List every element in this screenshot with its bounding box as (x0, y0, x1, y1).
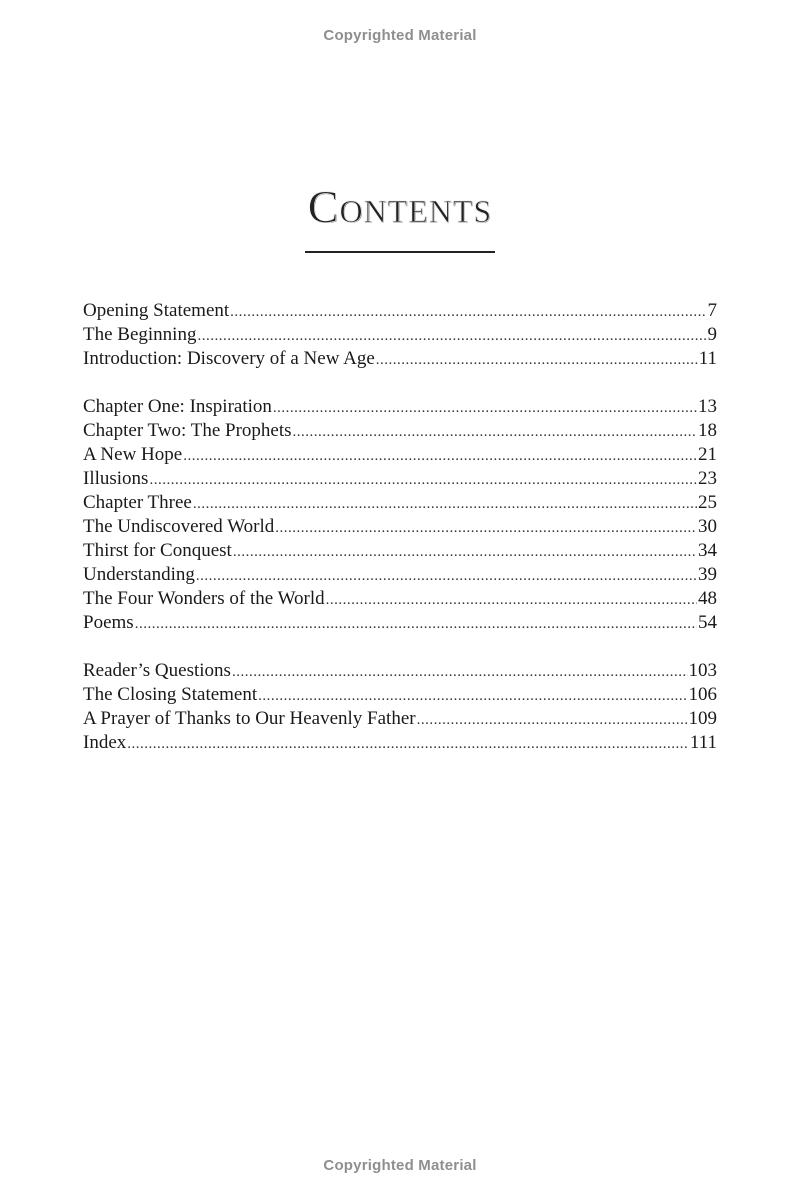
toc-entry[interactable] (83, 731, 717, 755)
page-title: Contents (307, 181, 493, 232)
toc-entry-page: 109 (688, 708, 717, 729)
toc-entry[interactable] (83, 443, 717, 467)
toc-entry-title: The Four Wonders of the World (83, 588, 325, 609)
toc-entry-page: 11 (698, 348, 717, 369)
dot-leader (376, 348, 698, 371)
toc-entry-title: A New Hope (83, 444, 183, 465)
toc-entry-page: 111 (689, 732, 717, 753)
toc-entry-title: Poems (83, 612, 134, 633)
toc-entry-title: Chapter Three (83, 492, 192, 513)
copyright-watermark-bottom: Copyrighted Material (323, 1157, 477, 1174)
dot-leader (293, 420, 697, 443)
toc-entry[interactable] (83, 299, 717, 323)
toc-entry-page: 48 (698, 588, 717, 609)
toc-entry[interactable] (83, 347, 717, 371)
toc-entry[interactable] (83, 419, 717, 443)
toc-entry-page: 23 (698, 468, 717, 489)
toc-group-back-matter (83, 659, 717, 755)
toc-entry-page: 21 (698, 444, 717, 465)
toc-entry-page: 13 (698, 396, 717, 417)
dot-leader (135, 612, 697, 635)
toc-entry[interactable] (83, 323, 717, 347)
toc-entry-page: 25 (698, 492, 717, 513)
toc-entry-title: The Undiscovered World (83, 516, 275, 537)
toc-entry-title: Understanding (83, 564, 195, 585)
toc-entry[interactable] (83, 491, 717, 515)
table-of-contents (83, 299, 717, 755)
toc-entry-title: A Prayer of Thanks to Our Heavenly Father (83, 708, 416, 729)
title-underline (305, 251, 495, 253)
toc-entry[interactable] (83, 515, 717, 539)
toc-entry[interactable] (83, 707, 717, 731)
dot-leader (230, 300, 706, 323)
toc-entry-title: Introduction: Discovery of a New Age (83, 348, 375, 369)
dot-leader (232, 660, 688, 683)
toc-entry[interactable] (83, 587, 717, 611)
dot-leader (127, 732, 689, 755)
dot-leader (326, 588, 697, 611)
dot-leader (196, 564, 697, 587)
toc-group-front-matter (83, 299, 717, 371)
toc-entry-page: 9 (707, 324, 717, 345)
dot-leader (273, 396, 697, 419)
toc-entry[interactable] (83, 467, 717, 491)
toc-entry-title: Index (83, 732, 127, 753)
toc-entry-title: Illusions (83, 468, 149, 489)
toc-entry[interactable] (83, 659, 717, 683)
copyright-watermark-top: Copyrighted Material (323, 27, 477, 44)
toc-entry-title: Chapter One: Inspiration (83, 396, 272, 417)
toc-entry-title: The Closing Statement (83, 684, 258, 705)
toc-entry[interactable] (83, 395, 717, 419)
dot-leader (197, 324, 706, 347)
dot-leader (193, 492, 697, 515)
dot-leader (258, 684, 687, 707)
dot-leader (233, 540, 697, 563)
toc-entry-page: 30 (698, 516, 717, 537)
toc-entry-page: 39 (698, 564, 717, 585)
toc-entry-page: 34 (698, 540, 717, 561)
toc-entry-title: Opening Statement (83, 300, 230, 321)
toc-entry[interactable] (83, 611, 717, 635)
toc-entry-page: 7 (707, 300, 717, 321)
toc-entry-page: 54 (698, 612, 717, 633)
dot-leader (275, 516, 697, 539)
toc-entry-title: Thirst for Conquest (83, 540, 232, 561)
toc-entry-page: 106 (688, 684, 717, 705)
toc-group-chapters (83, 395, 717, 635)
toc-entry-title: Chapter Two: The Prophets (83, 420, 292, 441)
toc-entry[interactable] (83, 563, 717, 587)
toc-entry-title: Reader’s Questions (83, 660, 231, 681)
toc-entry[interactable] (83, 539, 717, 563)
toc-entry-page: 18 (698, 420, 717, 441)
toc-entry-title: The Beginning (83, 324, 197, 345)
toc-entry-page: 103 (688, 660, 717, 681)
dot-leader (149, 468, 697, 491)
dot-leader (183, 444, 697, 467)
toc-entry[interactable] (83, 683, 717, 707)
dot-leader (417, 708, 688, 731)
